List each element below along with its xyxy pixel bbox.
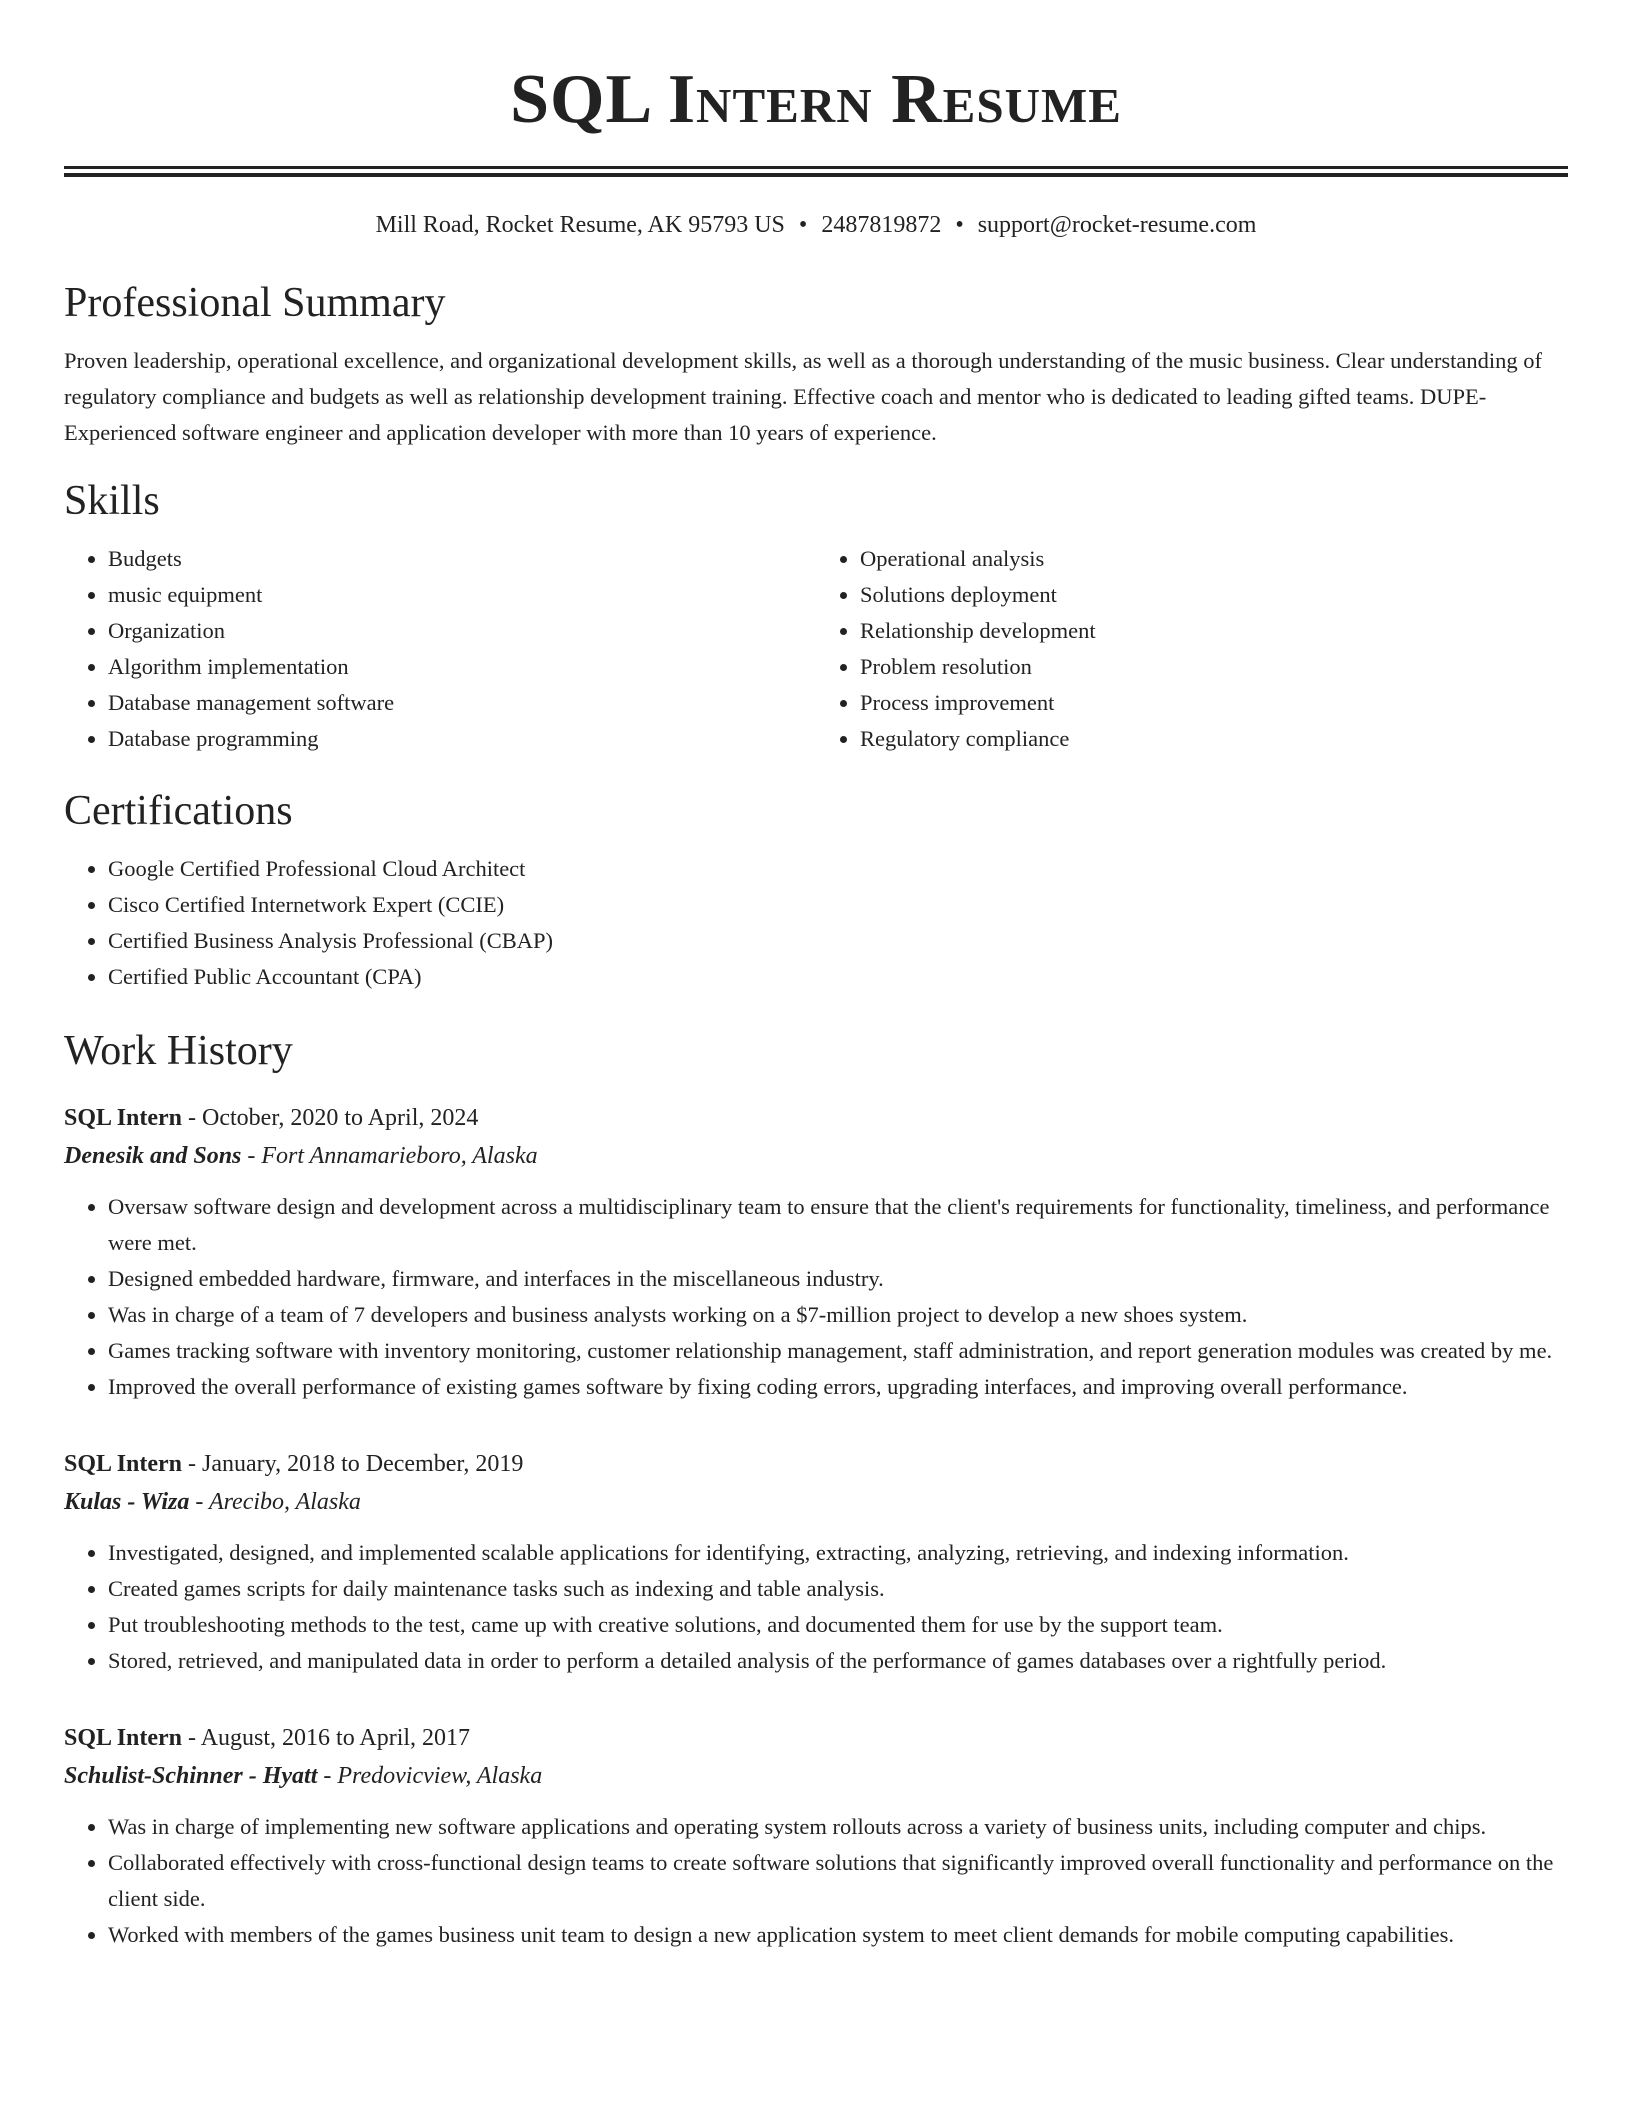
skill-item: • Database management software [108, 685, 816, 721]
job-bullet: • Put troubleshooting methods to the test, came up with creative solutions, and documented them for use by the support team. [108, 1607, 1568, 1643]
title-divider [64, 166, 1568, 177]
resume-page [64, 0, 1568, 1953]
job-bullet: • Created games scripts for daily maintenance tasks such as indexing and table analysis. [108, 1571, 1568, 1607]
job-bullets [64, 1809, 1568, 1953]
job-dates: - August, 2016 to April, 2017 [182, 1725, 471, 1751]
job-title-line [64, 1719, 1568, 1757]
summary-heading: Professional Summary [64, 280, 446, 326]
certification-item: • Cisco Certified Internetwork Expert (CCIE) [108, 887, 1568, 923]
summary-text: Proven leadership, operational excellence, and organizational development skills, as well as a thorough understanding of the music business. Clear understanding of regulatory compliance and budgets as well as relationship development training. Effective coach and mentor who is dedicated to leading gifted teams. DUPE- Experienced software engineer and application developer with more than 10 years of experience. [64, 348, 1542, 445]
contact-separator: • [955, 212, 964, 238]
skill-item: • Operational analysis [860, 541, 1568, 577]
job-title: SQL Intern [64, 1105, 183, 1131]
contact-phone: 2487819872 [821, 212, 942, 238]
work-history-heading: Work History [64, 1028, 293, 1074]
certifications-heading: Certifications [64, 788, 293, 834]
job-bullet: • Investigated, designed, and implemented scalable applications for identifying, extracting, analyzing, retrieving, and indexing information. [108, 1535, 1568, 1571]
job-entry [64, 1719, 1568, 1953]
job-bullet: • Games tracking software with inventory monitoring, customer relationship management, staff administration, and report generation modules was created by me. [108, 1333, 1568, 1369]
job-title: SQL Intern [64, 1725, 183, 1751]
company-location: - Fort Annamarieboro, Alaska [241, 1143, 538, 1169]
company-line [64, 1757, 1568, 1795]
skill-item: • Problem resolution [860, 649, 1568, 685]
company-line [64, 1483, 1568, 1521]
page-title: SQL Intern Resume [510, 61, 1122, 138]
contact-address: Mill Road, Rocket Resume, AK 95793 US [375, 212, 785, 238]
skill-item: • Budgets [108, 541, 816, 577]
skills-left-list [64, 541, 816, 757]
job-bullet: • Improved the overall performance of existing games software by fixing coding errors, upgrading interfaces, and improving overall performance. [108, 1369, 1568, 1405]
skill-item: • Database programming [108, 721, 816, 757]
job-bullets [64, 1189, 1568, 1405]
job-title-line [64, 1445, 1568, 1483]
certifications-list [64, 851, 1568, 995]
company-location: - Arecibo, Alaska [189, 1489, 361, 1515]
contact-separator: • [798, 212, 808, 238]
company-name: Schulist-Schinner - Hyatt [64, 1763, 318, 1789]
skill-item: • Process improvement [860, 685, 1568, 721]
skills-heading: Skills [64, 478, 160, 524]
job-dates: - January, 2018 to December, 2019 [182, 1451, 524, 1477]
company-line [64, 1137, 1568, 1175]
job-bullet: • Worked with members of the games business unit team to design a new application system to meet client demands for mobile computing capabilities. [108, 1917, 1568, 1953]
job-bullet: • Was in charge of a team of 7 developers and business analysts working on a $7-million project to develop a new shoes system. [108, 1297, 1568, 1333]
skill-item: • Algorithm implementation [108, 649, 816, 685]
company-name: Kulas - Wiza [64, 1489, 190, 1515]
job-bullet: • Oversaw software design and development across a multidisciplinary team to ensure that the client's requirements for functionality, timeliness, and performance were met. [108, 1189, 1568, 1261]
job-title: SQL Intern [64, 1451, 183, 1477]
job-bullet: • Was in charge of implementing new software applications and operating system rollouts across a variety of business units, including computer and chips. [108, 1809, 1568, 1845]
skills-right-list [816, 541, 1568, 757]
company-location: - Predovicview, Alaska [317, 1763, 543, 1789]
skill-item: • Regulatory compliance [860, 721, 1568, 757]
contact-line [64, 209, 1568, 241]
job-bullets [64, 1535, 1568, 1679]
job-bullet: • Stored, retrieved, and manipulated data in order to perform a detailed analysis of the performance of games databases over a rightfully period. [108, 1643, 1568, 1679]
skill-item: • Relationship development [860, 613, 1568, 649]
certification-item: • Google Certified Professional Cloud Architect [108, 851, 1568, 887]
job-bullet: • Collaborated effectively with cross-functional design teams to create software solutions that significantly improved overall functionality and performance on the client side. [108, 1845, 1568, 1917]
company-name: Denesik and Sons [64, 1143, 242, 1169]
certification-item: • Certified Business Analysis Professional (CBAP) [108, 923, 1568, 959]
job-bullet: • Designed embedded hardware, firmware, and interfaces in the miscellaneous industry. [108, 1261, 1568, 1297]
job-dates: - October, 2020 to April, 2024 [182, 1105, 479, 1131]
job-entry [64, 1099, 1568, 1405]
skill-item: • Organization [108, 613, 816, 649]
contact-email: support@rocket-resume.com [977, 212, 1257, 238]
job-entry [64, 1445, 1568, 1679]
skill-item: • music equipment [108, 577, 816, 613]
job-title-line [64, 1099, 1568, 1137]
skills-columns [64, 541, 1568, 757]
certification-item: • Certified Public Accountant (CPA) [108, 959, 1568, 995]
skill-item: • Solutions deployment [860, 577, 1568, 613]
